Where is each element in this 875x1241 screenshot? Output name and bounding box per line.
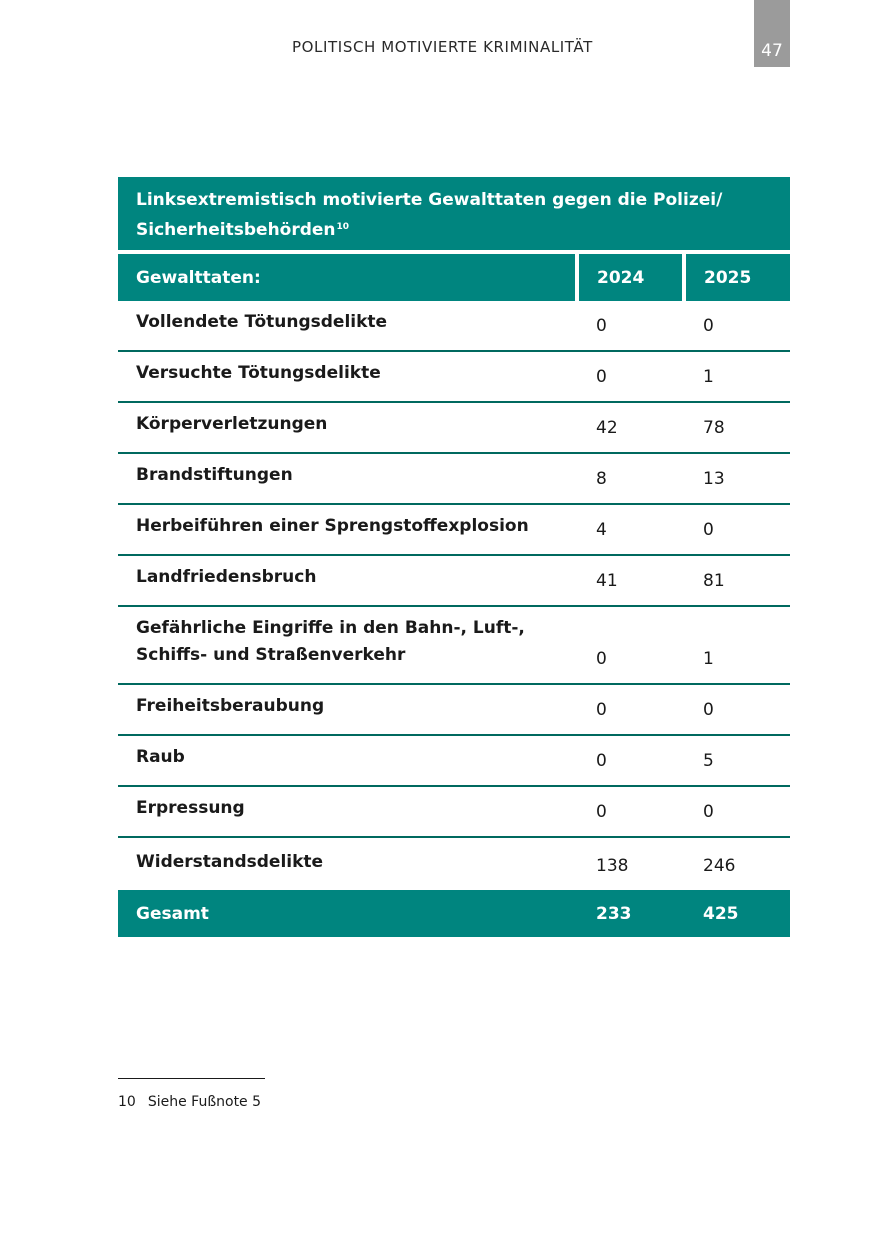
value-2024: 0 [596, 316, 607, 336]
value-2025: 13 [703, 469, 725, 489]
row-label: Erpressung [136, 798, 245, 818]
row-label: Widerstandsdelikte [136, 852, 324, 872]
table-row [118, 736, 790, 787]
value-2024: 0 [596, 367, 607, 387]
row-label-line-2: Schiffs- und Straßenverkehr [136, 645, 406, 665]
value-2025: 0 [703, 520, 714, 540]
table-row [118, 556, 790, 607]
footnote [118, 1094, 261, 1110]
table-row [118, 685, 790, 736]
total-2025: 425 [703, 903, 739, 924]
page-number: 47 [761, 41, 783, 61]
column-header-2025: 2025 [686, 254, 790, 301]
footnote-text: Siehe Fußnote 5 [147, 1094, 262, 1110]
footnote-number: 10 [118, 1094, 136, 1110]
table-row [118, 403, 790, 454]
value-2024: 138 [596, 856, 629, 876]
table-row [118, 787, 790, 838]
row-label: Versuchte Tötungsdelikte [136, 363, 381, 383]
row-label: Landfriedensbruch [136, 567, 317, 587]
value-2024: 0 [596, 700, 607, 720]
column-header-2024: 2024 [579, 254, 682, 301]
value-2025: 78 [703, 418, 725, 438]
table-row [118, 352, 790, 403]
column-header-category: Gewalttaten: [118, 254, 575, 301]
table-row [118, 505, 790, 556]
table-title-line-2 [136, 214, 772, 244]
value-2025: 0 [703, 316, 714, 336]
value-2025: 0 [703, 700, 714, 720]
row-label: Körperverletzungen [136, 414, 328, 434]
total-label: Gesamt [136, 903, 209, 924]
value-2025: 1 [703, 649, 714, 669]
row-label [118, 615, 596, 669]
table-total-row [118, 890, 790, 937]
value-2025: 5 [703, 751, 714, 771]
page-number-tab [754, 0, 790, 67]
footnote-divider [118, 1078, 265, 1079]
value-2024: 0 [596, 649, 607, 669]
row-label: Raub [136, 747, 185, 767]
table-header-row [118, 254, 790, 301]
row-label: Freiheitsberaubung [136, 696, 325, 716]
value-2024: 8 [596, 469, 607, 489]
value-2025: 81 [703, 571, 725, 591]
violence-statistics-table [118, 177, 790, 937]
value-2024: 41 [596, 571, 618, 591]
footnote-reference: 10 [336, 222, 350, 232]
value-2024: 4 [596, 520, 607, 540]
value-2024: 0 [596, 802, 607, 822]
value-2024: 0 [596, 751, 607, 771]
table-title [118, 177, 790, 250]
total-2024: 233 [596, 903, 632, 924]
table-row [118, 607, 790, 685]
row-label: Brandstiftungen [136, 465, 293, 485]
value-2025: 1 [703, 367, 714, 387]
table-title-line-2-text: Sicherheitsbehörden [136, 220, 336, 240]
table-row [118, 301, 790, 352]
row-label: Vollendete Tötungsdelikte [136, 312, 388, 332]
value-2024: 42 [596, 418, 618, 438]
running-header: POLITISCH MOTIVIERTE KRIMINALITÄT [292, 38, 593, 56]
table-row [118, 838, 790, 890]
value-2025: 246 [703, 856, 736, 876]
row-label: Herbeiführen einer Sprengstoffexplosion [136, 516, 529, 536]
table-title-line-1: Linksextremistisch motivierte Gewalttaten gegen die Polizei/ [136, 190, 723, 210]
value-2025: 0 [703, 802, 714, 822]
row-label-line-1: Gefährliche Eingriffe in den Bahn-, Luft-, [136, 618, 525, 638]
table-row [118, 454, 790, 505]
